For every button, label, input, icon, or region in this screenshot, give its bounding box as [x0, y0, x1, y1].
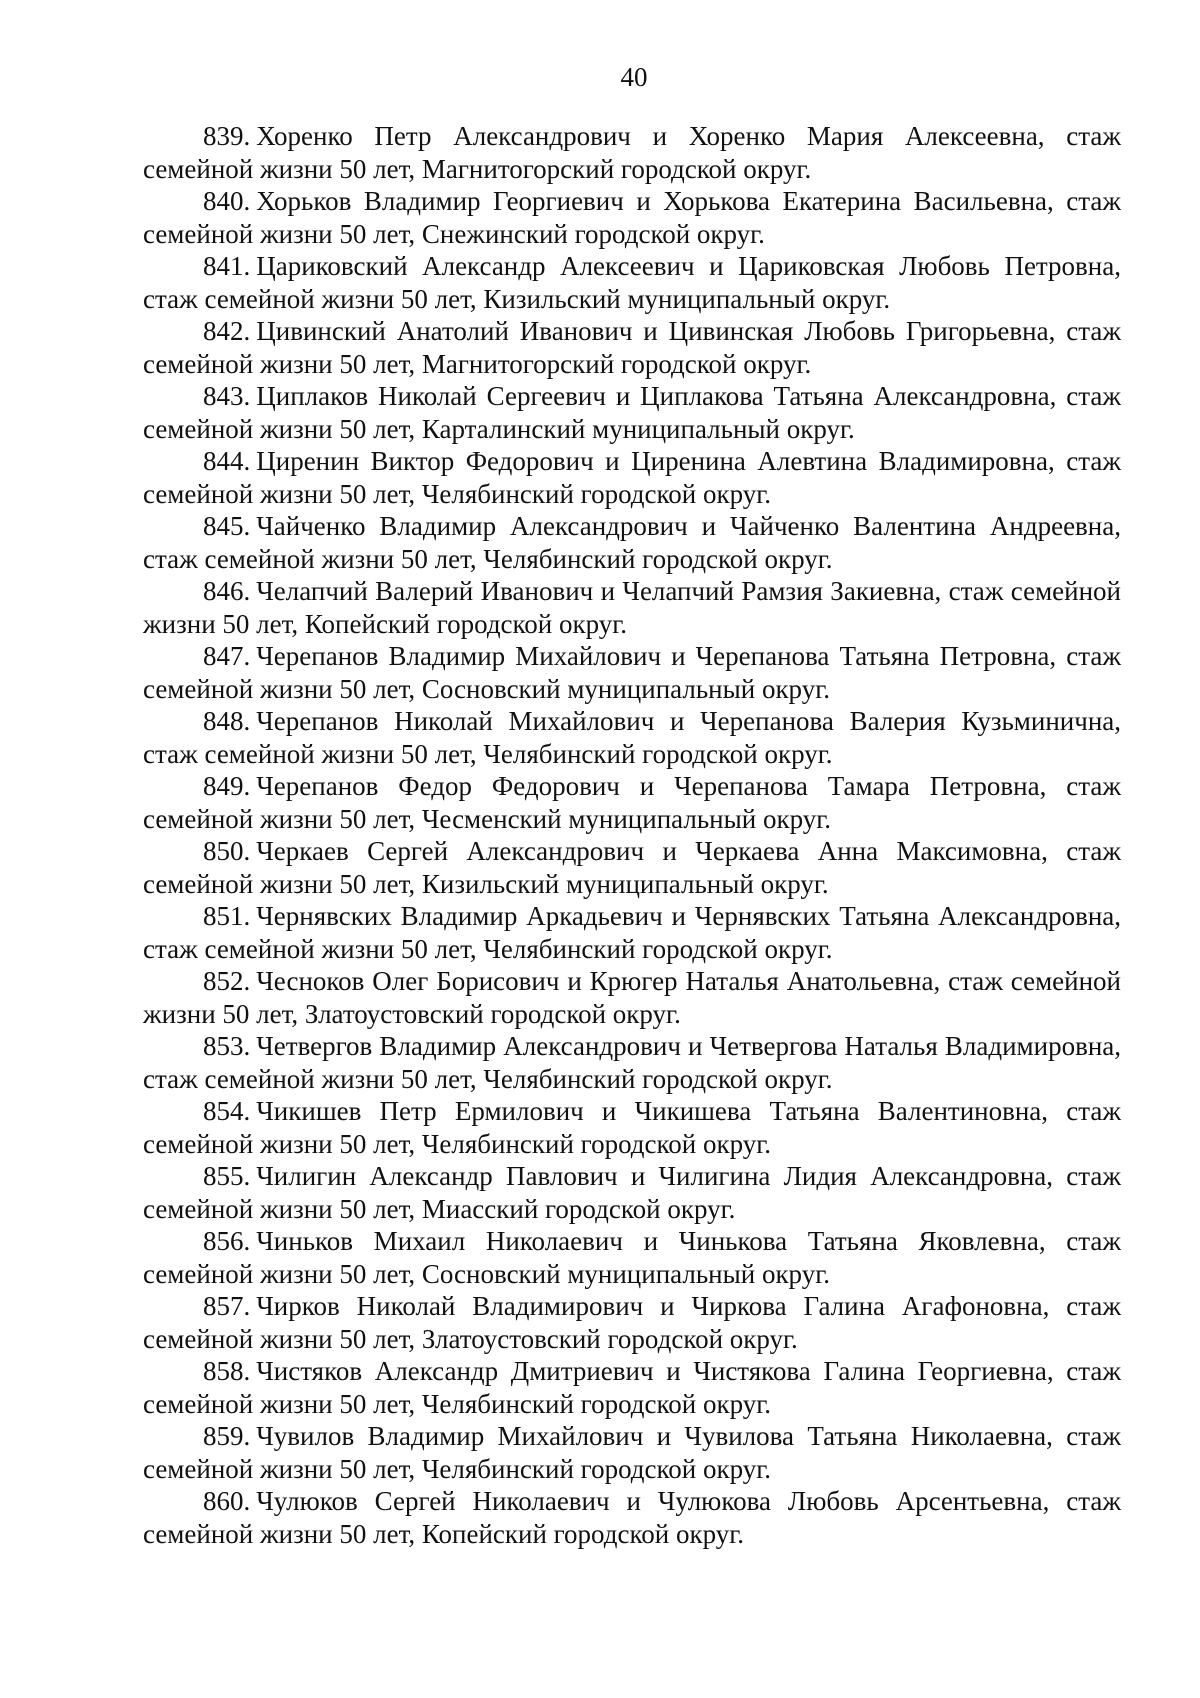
entry-text: Цариковский Александр Алексеевич и Цариковская Любовь Петровна, стаж семейной жизни 50 лет, Кизильский муниципальный округ.	[143, 251, 1121, 314]
entry-number: 846.	[203, 576, 251, 606]
entry-text: Чайченко Владимир Александрович и Чайченко Валентина Андреевна, стаж семейной жизни 50 лет, Челябинский городской округ.	[143, 511, 1121, 574]
entry-number: 853.	[203, 1031, 251, 1061]
entry-text: Чилигин Александр Павлович и Чилигина Лидия Александровна, стаж семейной жизни 50 лет, Миасский городской округ.	[143, 1161, 1121, 1224]
list-item	[143, 575, 1121, 640]
list-item	[143, 965, 1121, 1030]
list-item	[143, 1030, 1121, 1095]
entry-text: Черепанов Владимир Михайлович и Черепанова Татьяна Петровна, стаж семейной жизни 50 лет, Сосновский муниципальный округ.	[143, 641, 1121, 704]
entry-text: Чесноков Олег Борисович и Крюгер Наталья Анатольевна, стаж семейной жизни 50 лет, Златоустовский городской округ.	[143, 966, 1121, 1029]
entry-text: Четвергов Владимир Александрович и Четвергова Наталья Владимировна, стаж семейной жизни 50 лет, Челябинский городской округ.	[143, 1031, 1121, 1094]
entry-text: Чистяков Александр Дмитриевич и Чистякова Галина Георгиевна, стаж семейной жизни 50 лет, Челябинский городской округ.	[143, 1356, 1121, 1419]
entry-text: Цивинский Анатолий Иванович и Цивинская Любовь Григорьевна, стаж семейной жизни 50 лет, Магнитогорский городской округ.	[143, 316, 1121, 379]
entry-list	[143, 120, 1121, 1550]
entry-number: 841.	[203, 251, 251, 281]
entry-text: Чикишев Петр Ермилович и Чикишева Татьяна Валентиновна, стаж семейной жизни 50 лет, Челябинский городской округ.	[143, 1096, 1121, 1159]
entry-text: Чернявских Владимир Аркадьевич и Чернявских Татьяна Александровна, стаж семейной жизни 50 лет, Челябинский городской округ.	[143, 901, 1121, 964]
entry-number: 851.	[203, 901, 251, 931]
list-item	[143, 770, 1121, 835]
entry-number: 844.	[203, 446, 251, 476]
entry-number: 848.	[203, 706, 251, 736]
entry-number: 850.	[203, 836, 251, 866]
list-item	[143, 380, 1121, 445]
list-item	[143, 1420, 1121, 1485]
list-item	[143, 445, 1121, 510]
entry-number: 839.	[203, 121, 251, 151]
list-item	[143, 1485, 1121, 1550]
list-item	[143, 510, 1121, 575]
list-item	[143, 315, 1121, 380]
list-item	[143, 1225, 1121, 1290]
page-number: 40	[620, 62, 648, 92]
entry-number: 842.	[203, 316, 251, 346]
entry-number: 847.	[203, 641, 251, 671]
entry-number: 845.	[203, 511, 251, 541]
entry-number: 857.	[203, 1291, 251, 1321]
entry-number: 852.	[203, 966, 251, 996]
entry-number: 840.	[203, 186, 251, 216]
entry-number: 843.	[203, 381, 251, 411]
list-item	[143, 640, 1121, 705]
entry-text: Хорьков Владимир Георгиевич и Хорькова Екатерина Васильевна, стаж семейной жизни 50 лет, Снежинский городской округ.	[143, 186, 1121, 249]
entry-number: 858.	[203, 1356, 251, 1386]
entry-number: 849.	[203, 771, 251, 801]
list-item	[143, 900, 1121, 965]
entry-text: Черкаев Сергей Александрович и Черкаева Анна Максимовна, стаж семейной жизни 50 лет, Кизильский муниципальный округ.	[143, 836, 1121, 899]
entry-number: 855.	[203, 1161, 251, 1191]
entry-text: Циплаков Николай Сергеевич и Циплакова Татьяна Александровна, стаж семейной жизни 50 лет, Карталинский муниципальный округ.	[143, 381, 1121, 444]
list-item	[143, 1290, 1121, 1355]
entry-text: Черепанов Федор Федорович и Черепанова Тамара Петровна, стаж семейной жизни 50 лет, Чесменский муниципальный округ.	[143, 771, 1121, 834]
entry-text: Черепанов Николай Михайлович и Черепанова Валерия Кузьминична, стаж семейной жизни 50 лет, Челябинский городской округ.	[143, 706, 1121, 769]
list-item	[143, 120, 1121, 185]
entry-text: Челапчий Валерий Иванович и Челапчий Рамзия Закиевна, стаж семейной жизни 50 лет, Копейский городской округ.	[143, 576, 1121, 639]
entry-text: Циренин Виктор Федорович и Циренина Алевтина Владимировна, стаж семейной жизни 50 лет, Челябинский городской округ.	[143, 446, 1121, 509]
entry-number: 854.	[203, 1096, 251, 1126]
list-item	[143, 185, 1121, 250]
list-item	[143, 705, 1121, 770]
entry-text: Чирков Николай Владимирович и Чиркова Галина Агафоновна, стаж семейной жизни 50 лет, Златоустовский городской округ.	[143, 1291, 1121, 1354]
entry-number: 856.	[203, 1226, 251, 1256]
list-item	[143, 1355, 1121, 1420]
entry-text: Чулюков Сергей Николаевич и Чулюкова Любовь Арсентьевна, стаж семейной жизни 50 лет, Копейский городской округ.	[143, 1486, 1121, 1549]
entry-text: Чувилов Владимир Михайлович и Чувилова Татьяна Николаевна, стаж семейной жизни 50 лет, Челябинский городской округ.	[143, 1421, 1121, 1484]
list-item	[143, 1095, 1121, 1160]
entry-number: 860.	[203, 1486, 251, 1516]
entry-text: Хоренко Петр Александрович и Хоренко Мария Алексеевна, стаж семейной жизни 50 лет, Магнитогорский городской округ.	[143, 121, 1121, 184]
entry-text: Чиньков Михаил Николаевич и Чинькова Татьяна Яковлевна, стаж семейной жизни 50 лет, Сосновский муниципальный округ.	[143, 1226, 1121, 1289]
list-item	[143, 1160, 1121, 1225]
list-item	[143, 250, 1121, 315]
entry-number: 859.	[203, 1421, 251, 1451]
list-item	[143, 835, 1121, 900]
